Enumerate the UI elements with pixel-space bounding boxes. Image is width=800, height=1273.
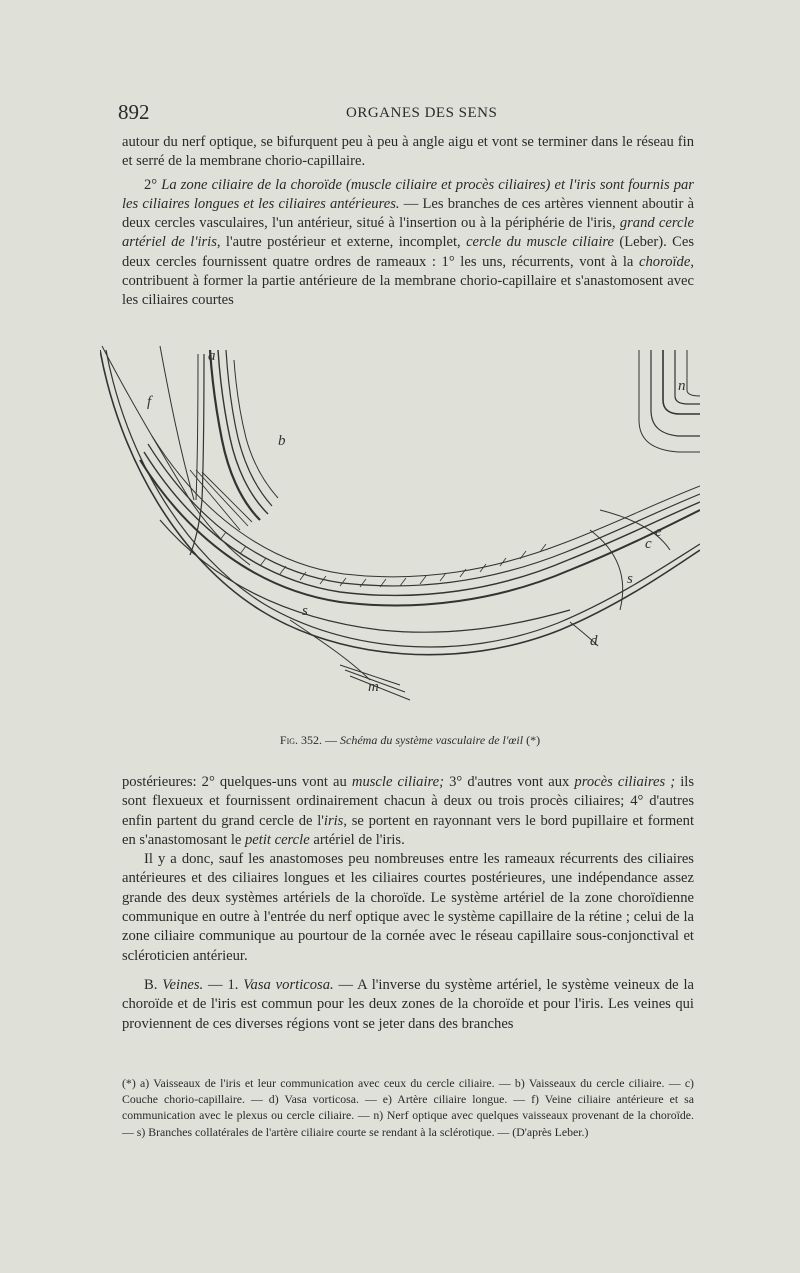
label-c: c [645,536,652,552]
paragraph-5 [122,976,694,1034]
p2-number: 2° [144,176,162,193]
label-s-left: s [302,603,308,619]
p3-em-iris: iris [323,812,344,829]
label-n: n [678,378,686,394]
p2-text-d: , contribuent à former la partie antérieure de la membrane chorio-capillaire et s'anastomosent avec les ciliaires courtes [122,253,694,309]
p5-text-c: — A l'inverse du système artériel, le système veineux de la choroïde et de l'iris est commun pour les deux zones de la choroïde et pour l'iris. Les veines qui proviennent de ces diverses régions vont se jeter dans des branches [122,976,694,1032]
paragraph-2 [122,176,694,311]
p3-text-e: artériel de l'iris. [309,831,405,848]
caption-dash: — [322,733,341,747]
footnote [122,1075,694,1140]
figure-caption [200,733,620,748]
p3-text-c: ils sont flexueux et fournissent ordinairement chacun à deux ou trois procès ciliaires; 4° d'autres enfin partent du grand cercle de l' [122,774,694,829]
p2-text-c: (Leber). Ces deux cercles fournissent quatre ordres de rameaux : 1° les uns, récurrents, vont à la [122,234,695,270]
p2-em-cercle-muscle: cercle du muscle ciliaire [466,234,614,251]
paragraph-3 [122,773,694,850]
p2-title: La zone ciliaire de la choroïde (muscle ciliaire et procès ciliaires) et l'iris sont fournis par les ciliaires longues et les ciliaires antérieures. [122,176,694,212]
label-b: b [278,433,286,449]
label-f: f [147,394,152,410]
p3-em-muscle: muscle ciliaire; [351,774,444,790]
p3-text-a: postérieures: 2° quelques-uns vont au [122,774,352,790]
page-number: 892 [118,100,150,124]
caption-text: Schéma du système vasculaire de l'œil [340,733,524,747]
p2-text-a: — Les branches de ces artères viennent aboutir à deux cercles vasculaires, l'un antérieur, situé à l'insertion ou à la périphérie de l'iris, [122,195,694,232]
p3-em-petit-cercle: petit cercle [245,831,310,848]
p5-em-vasa: Vasa vorticosa. [243,976,334,993]
label-e: e [655,524,662,540]
label-d: d [590,633,598,649]
p5-text-b: — 1. [203,976,244,993]
p5-text-a: B. [144,976,163,993]
running-title: ORGANES DES SENS [346,105,498,121]
vascular-system-figure [100,340,700,722]
p3-text-d: , se portent en rayonnant vers le bord pupillaire et forment en s'anastomosant le [122,812,694,848]
paragraph-4: Il y a donc, sauf les anastomoses peu nombreuses entre les rameaux récurrents des ciliaires antérieures et des ciliaires longues et les ciliaires courtes postérieures, une indépendance assez grande des deux systèmes artériels de la choroïde. Le système artériel de la zone choroïdienne communique en outre à l'entrée du nerf optique avec le système capillaire de la rétine ; celui de la zone ciliaire communique au pourtour de la cornée avec le réseau capillaire sous-conjonctival et scléroticien antérieur. [122,851,694,964]
p3-text-b: 3° d'autres vont aux [444,774,575,790]
caption-label: Fig. 352. [279,733,323,747]
p2-em-choroide: choroïde [639,253,691,270]
bottom-text-block [122,773,694,1034]
p3-em-proces: procès ciliaires ; [574,774,676,790]
p5-em-veines: Veines. [162,976,204,993]
label-s-right: s [627,571,633,587]
label-m: m [368,679,379,695]
label-a: a [208,348,216,364]
footnote-text: (*) a) Vaisseaux de l'iris et leur communication avec ceux du cercle ciliaire. — b) Vaisseaux du cercle ciliaire. — c) Couche chorio-capillaire. — d) Vasa vorticosa. — e) Artère ciliaire longue. — f) Veine ciliaire antérieure et sa communication avec le plexus ou cercle ciliaire. — n) Nerf optique avec quelques vaisseaux provenant de la choroïde. — s) Branches collatérales de l'artère ciliaire courte se rendant à la sclérotique. — (D'après Leber.) [122,1076,694,1139]
p2-em-grand-cercle: grand cercle artériel de l'iris [122,215,694,251]
page-header [118,100,698,126]
caption-mark: (*) [523,733,541,747]
top-text-block [122,133,694,311]
paragraph-1: autour du nerf optique, se bifurquent peu à peu à angle aigu et vont se terminer dans le réseau fin et serré de la membrane chorio-capillaire. [122,134,694,170]
p2-text-b: , l'autre postérieur et externe, incomplet, [216,234,467,251]
